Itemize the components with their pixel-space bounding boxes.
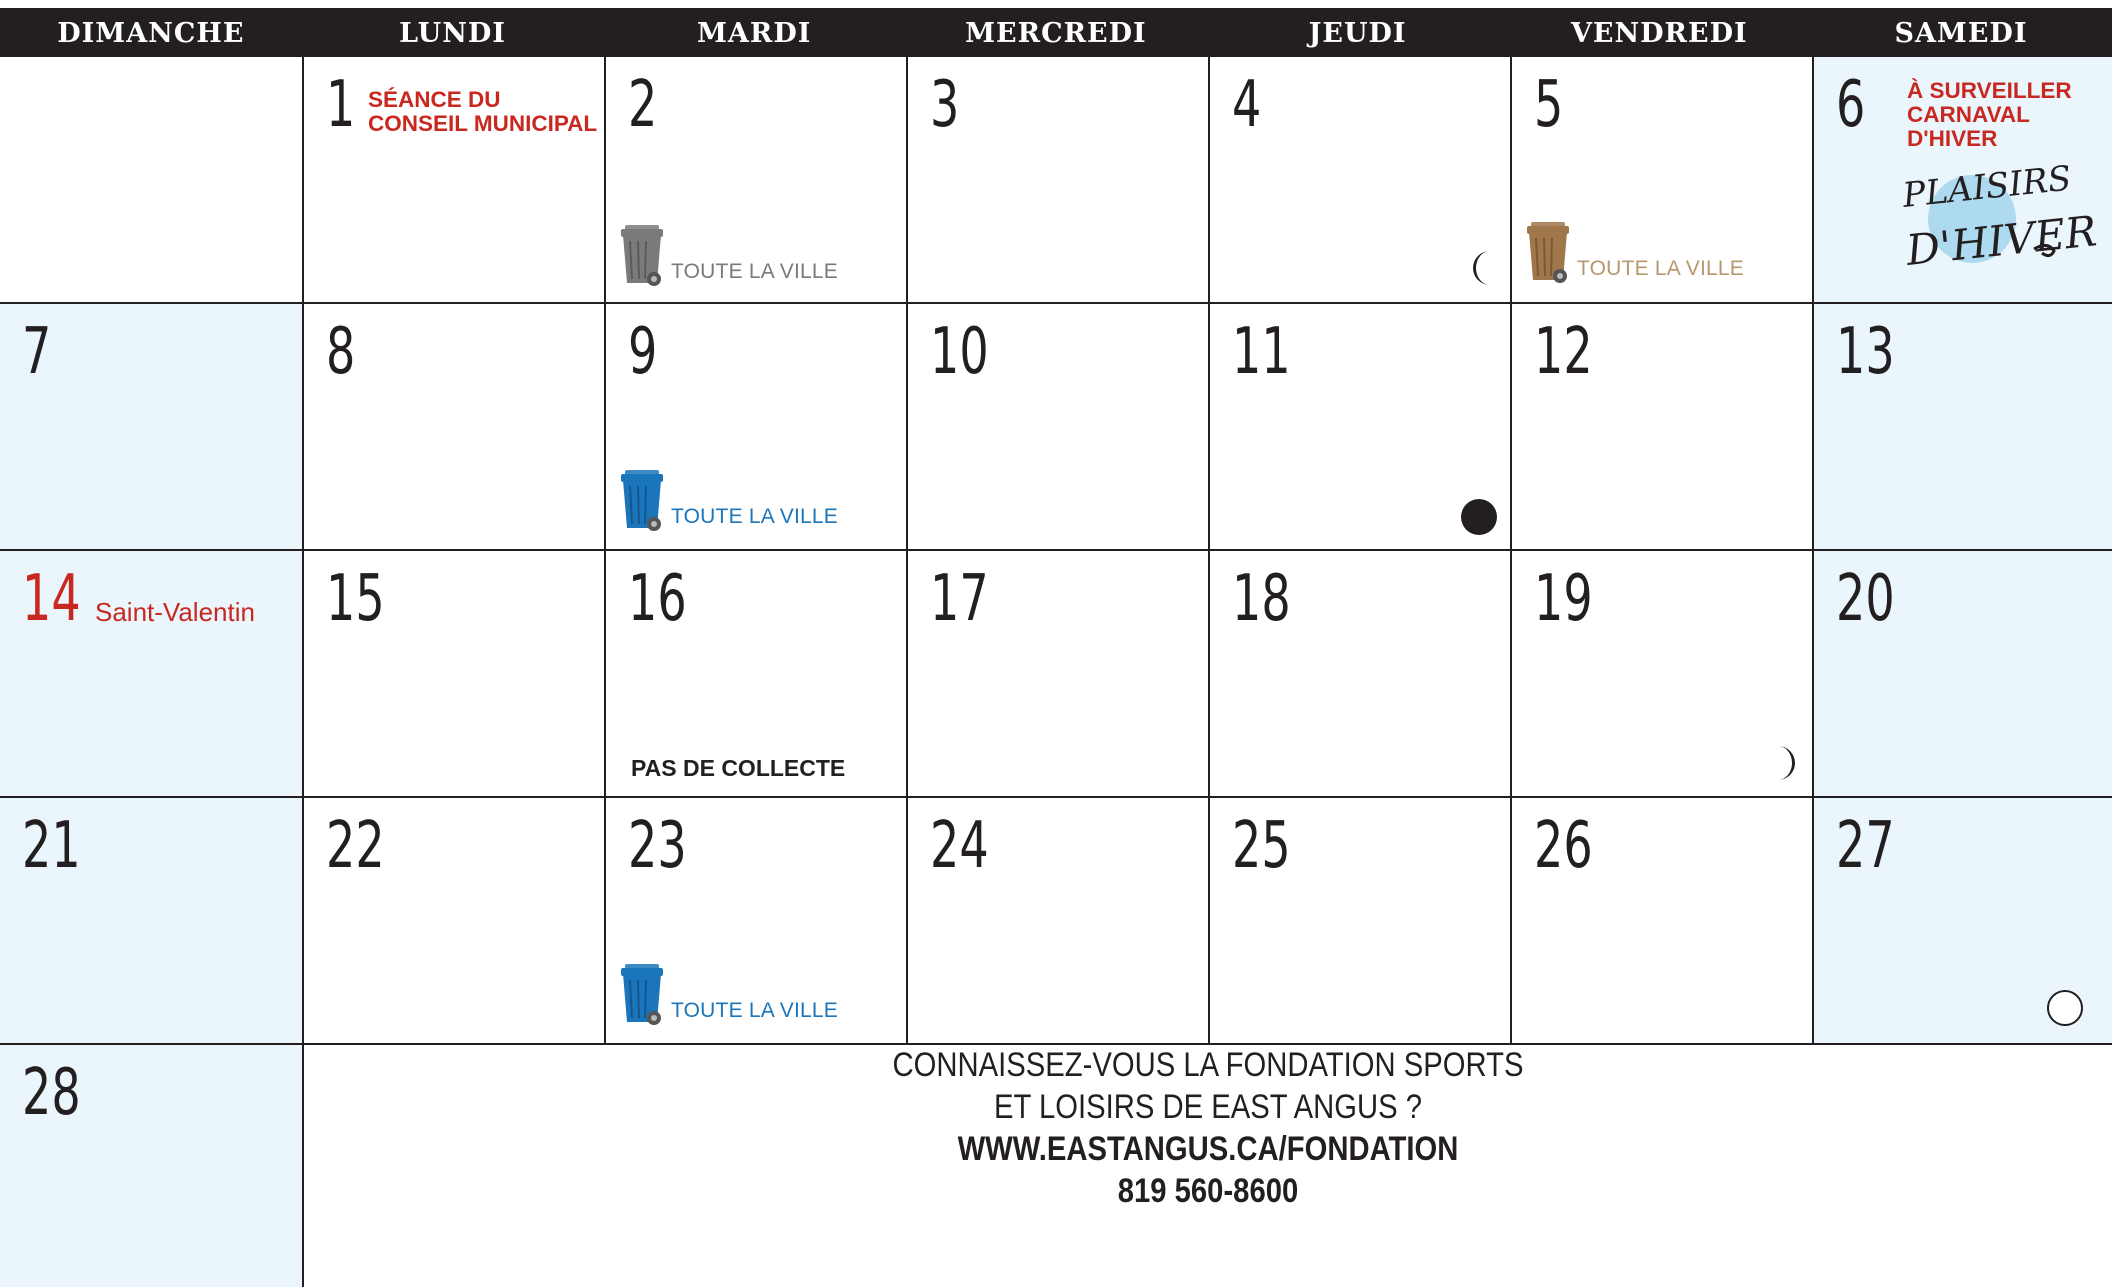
last-quarter-moon-icon xyxy=(1464,249,1500,287)
compost-bin-icon xyxy=(1526,222,1570,284)
collection-label: TOUTE LA VILLE xyxy=(671,999,838,1022)
collection-label: TOUTE LA VILLE xyxy=(1577,257,1744,280)
day-number: 24 xyxy=(930,809,989,883)
svg-text:D'HIVER: D'HIVER xyxy=(1903,206,2100,275)
promo-line-2: ET LOISIRS DE EAST ANGUS ? xyxy=(994,1088,1422,1126)
day-cell-14[interactable] xyxy=(0,551,302,798)
day-cell-3[interactable] xyxy=(906,57,1208,304)
day-number: 21 xyxy=(22,809,81,883)
day-cell-empty xyxy=(0,57,302,304)
day-number: 12 xyxy=(1534,315,1593,389)
day-cell-19[interactable] xyxy=(1510,551,1812,798)
day-number: 8 xyxy=(326,315,356,389)
day-cell-26[interactable] xyxy=(1510,798,1812,1045)
recycling-bin-icon xyxy=(620,470,664,532)
day-number: 19 xyxy=(1534,562,1593,636)
first-quarter-moon-icon xyxy=(1768,744,1804,782)
promo-phone: 819 560-8600 xyxy=(1117,1172,1299,1210)
no-collection-notice: PAS DE COLLECTE xyxy=(631,755,846,781)
event-line: À SURVEILLER xyxy=(1907,78,2072,103)
day-number: 15 xyxy=(326,562,385,636)
day-number: 3 xyxy=(930,68,960,142)
weekday-monday: LUNDI xyxy=(399,18,506,49)
trash-bin-icon xyxy=(620,225,664,287)
day-number: 17 xyxy=(930,562,989,636)
day-number: 5 xyxy=(1534,68,1564,142)
day-cell-21[interactable] xyxy=(0,798,302,1045)
day-number: 25 xyxy=(1232,809,1291,883)
day-cell-16[interactable] xyxy=(604,551,906,798)
day-number: 20 xyxy=(1836,562,1895,636)
day-cell-28[interactable] xyxy=(0,1045,302,1287)
council-meeting-event xyxy=(368,88,597,136)
day-cell-10[interactable] xyxy=(906,304,1208,551)
new-moon-icon xyxy=(1460,498,1498,536)
day-cell-20[interactable] xyxy=(1812,551,2112,798)
day-cell-1[interactable] xyxy=(302,57,604,304)
weekday-tuesday: MARDI xyxy=(697,18,812,49)
day-cell-12[interactable] xyxy=(1510,304,1812,551)
event-line: D'HIVER xyxy=(1907,126,1998,151)
day-cell-17[interactable] xyxy=(906,551,1208,798)
day-number: 27 xyxy=(1836,809,1895,883)
weekday-friday: VENDREDI xyxy=(1570,18,1748,49)
weekday-wednesday: MERCREDI xyxy=(965,18,1147,49)
day-cell-15[interactable] xyxy=(302,551,604,798)
day-number: 10 xyxy=(930,315,989,389)
full-moon-icon xyxy=(2046,989,2084,1027)
valentines-day-event: Saint-Valentin xyxy=(95,597,255,627)
day-cell-8[interactable] xyxy=(302,304,604,551)
day-number: 6 xyxy=(1836,68,1866,142)
day-cell-6[interactable] xyxy=(1812,57,2112,304)
day-number: 13 xyxy=(1836,315,1895,389)
day-cell-5[interactable] xyxy=(1510,57,1812,304)
weekday-thursday: JEUDI xyxy=(1308,18,1407,49)
day-cell-13[interactable] xyxy=(1812,304,2112,551)
day-number: 2 xyxy=(628,68,658,142)
svg-text:PLAISIRS: PLAISIRS xyxy=(1900,158,2074,216)
collection-label: TOUTE LA VILLE xyxy=(671,260,838,283)
day-number: 26 xyxy=(1534,809,1593,883)
winter-carnival-event xyxy=(1907,79,2072,151)
promo-url-link[interactable]: WWW.EASTANGUS.CA/FONDATION xyxy=(957,1130,1459,1168)
day-number: 23 xyxy=(628,809,687,883)
collection-label: TOUTE LA VILLE xyxy=(671,505,838,528)
day-number: 16 xyxy=(628,562,687,636)
foundation-promo xyxy=(304,1044,2112,1212)
promo-line-1: CONNAISSEZ-VOUS LA FONDATION SPORTS xyxy=(892,1046,1524,1084)
day-number: 11 xyxy=(1232,315,1291,389)
recycling-bin-icon xyxy=(620,964,664,1026)
weekday-saturday: SAMEDI xyxy=(1894,18,2028,49)
day-cell-24[interactable] xyxy=(906,798,1208,1045)
day-number: 7 xyxy=(22,315,52,389)
day-number: 14 xyxy=(22,562,81,636)
weekday-sunday: DIMANCHE xyxy=(57,18,245,49)
day-number: 18 xyxy=(1232,562,1291,636)
plaisirs-dhiver-logo xyxy=(1884,157,2100,282)
day-number: 28 xyxy=(22,1056,81,1130)
day-number: 22 xyxy=(326,809,385,883)
day-cell-25[interactable] xyxy=(1208,798,1510,1045)
day-number: 1 xyxy=(326,68,356,142)
day-cell-22[interactable] xyxy=(302,798,604,1045)
day-number: 4 xyxy=(1232,68,1262,142)
day-cell-18[interactable] xyxy=(1208,551,1510,798)
event-line: SÉANCE DU xyxy=(368,87,501,112)
day-cell-2[interactable] xyxy=(604,57,906,304)
day-cell-4[interactable] xyxy=(1208,57,1510,304)
day-cell-27[interactable] xyxy=(1812,798,2112,1045)
event-line: CONSEIL MUNICIPAL xyxy=(368,111,598,136)
day-cell-9[interactable] xyxy=(604,304,906,551)
day-cell-11[interactable] xyxy=(1208,304,1510,551)
weekday-header xyxy=(0,8,2112,57)
day-cell-7[interactable] xyxy=(0,304,302,551)
event-line: CARNAVAL xyxy=(1907,102,2030,127)
day-number: 9 xyxy=(628,315,658,389)
day-cell-23[interactable] xyxy=(604,798,906,1045)
